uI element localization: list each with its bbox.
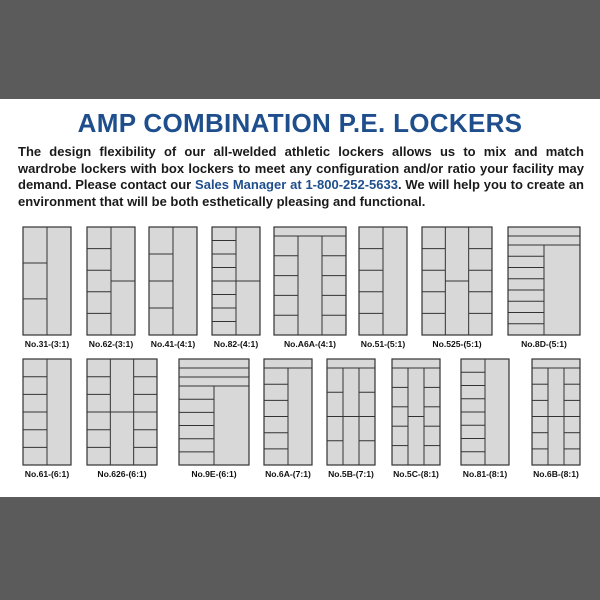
locker-label: No.81-(8:1) [462, 469, 508, 479]
locker-diagram-8 [507, 226, 581, 336]
locker-diagram-13 [326, 358, 376, 466]
locker-drawing [531, 358, 581, 466]
locker-diagram-6 [358, 226, 408, 336]
locker-label: No.626-(6:1) [97, 469, 147, 479]
description-text-2: . We will help you to create an environment that will be both esthetically pleasing and functional. [18, 177, 584, 209]
locker-drawing [148, 226, 198, 336]
locker-label: No.31-(3:1) [24, 339, 70, 349]
locker-diagram-2 [86, 226, 136, 336]
page-title: AMP COMBINATION P.E. LOCKERS [77, 108, 523, 138]
locker-label: No.5C-(8:1) [393, 469, 439, 479]
locker-diagram-14 [391, 358, 441, 466]
locker-drawing [273, 226, 347, 336]
locker-drawing [22, 226, 72, 336]
locker-drawing [391, 358, 441, 466]
locker-drawing [326, 358, 376, 466]
locker-drawing [460, 358, 510, 466]
description-paragraph [18, 144, 584, 210]
locker-label: No.61-(6:1) [24, 469, 70, 479]
locker-drawing [178, 358, 250, 466]
locker-frame [392, 359, 440, 465]
locker-diagram-11 [178, 358, 250, 466]
locker-label: No.6A-(7:1) [265, 469, 311, 479]
locker-diagram-15 [460, 358, 510, 466]
locker-diagram-4 [211, 226, 261, 336]
locker-label: No.5B-(7:1) [328, 469, 374, 479]
locker-label: No.9E-(6:1) [191, 469, 237, 479]
locker-label: No.82-(4:1) [213, 339, 259, 349]
sales-manager-contact: Sales Manager at 1-800-252-5633 [195, 177, 398, 192]
content-panel [0, 99, 600, 497]
locker-frame [274, 227, 346, 335]
locker-diagram-1 [22, 226, 72, 336]
locker-label: No.8D-(5:1) [521, 339, 567, 349]
locker-label: No.41-(4:1) [150, 339, 196, 349]
locker-diagram-3 [148, 226, 198, 336]
locker-diagram-7 [421, 226, 493, 336]
locker-label: No.51-(5:1) [360, 339, 406, 349]
locker-drawing [86, 226, 136, 336]
locker-diagram-16 [531, 358, 581, 466]
locker-drawing [86, 358, 158, 466]
locker-diagram-9 [22, 358, 72, 466]
locker-diagram-12 [263, 358, 313, 466]
locker-drawing [358, 226, 408, 336]
locker-diagram-10 [86, 358, 158, 466]
locker-label: No.6B-(8:1) [533, 469, 579, 479]
locker-drawing [507, 226, 581, 336]
locker-drawing [421, 226, 493, 336]
locker-label: No.A6A-(4:1) [283, 339, 337, 349]
locker-frame [327, 359, 375, 465]
locker-label: No.525-(5:1) [432, 339, 482, 349]
locker-label: No.62-(3:1) [88, 339, 134, 349]
locker-diagram-5 [273, 226, 347, 336]
description-text-1: The design flexibility of our all-welded athletic lockers allows us to mix and match wardrobe lockers with box lockers to meet any configuration and/or ratio your facility may demand. Please contact our [18, 144, 584, 192]
locker-drawing [263, 358, 313, 466]
locker-drawing [211, 226, 261, 336]
locker-drawing [22, 358, 72, 466]
